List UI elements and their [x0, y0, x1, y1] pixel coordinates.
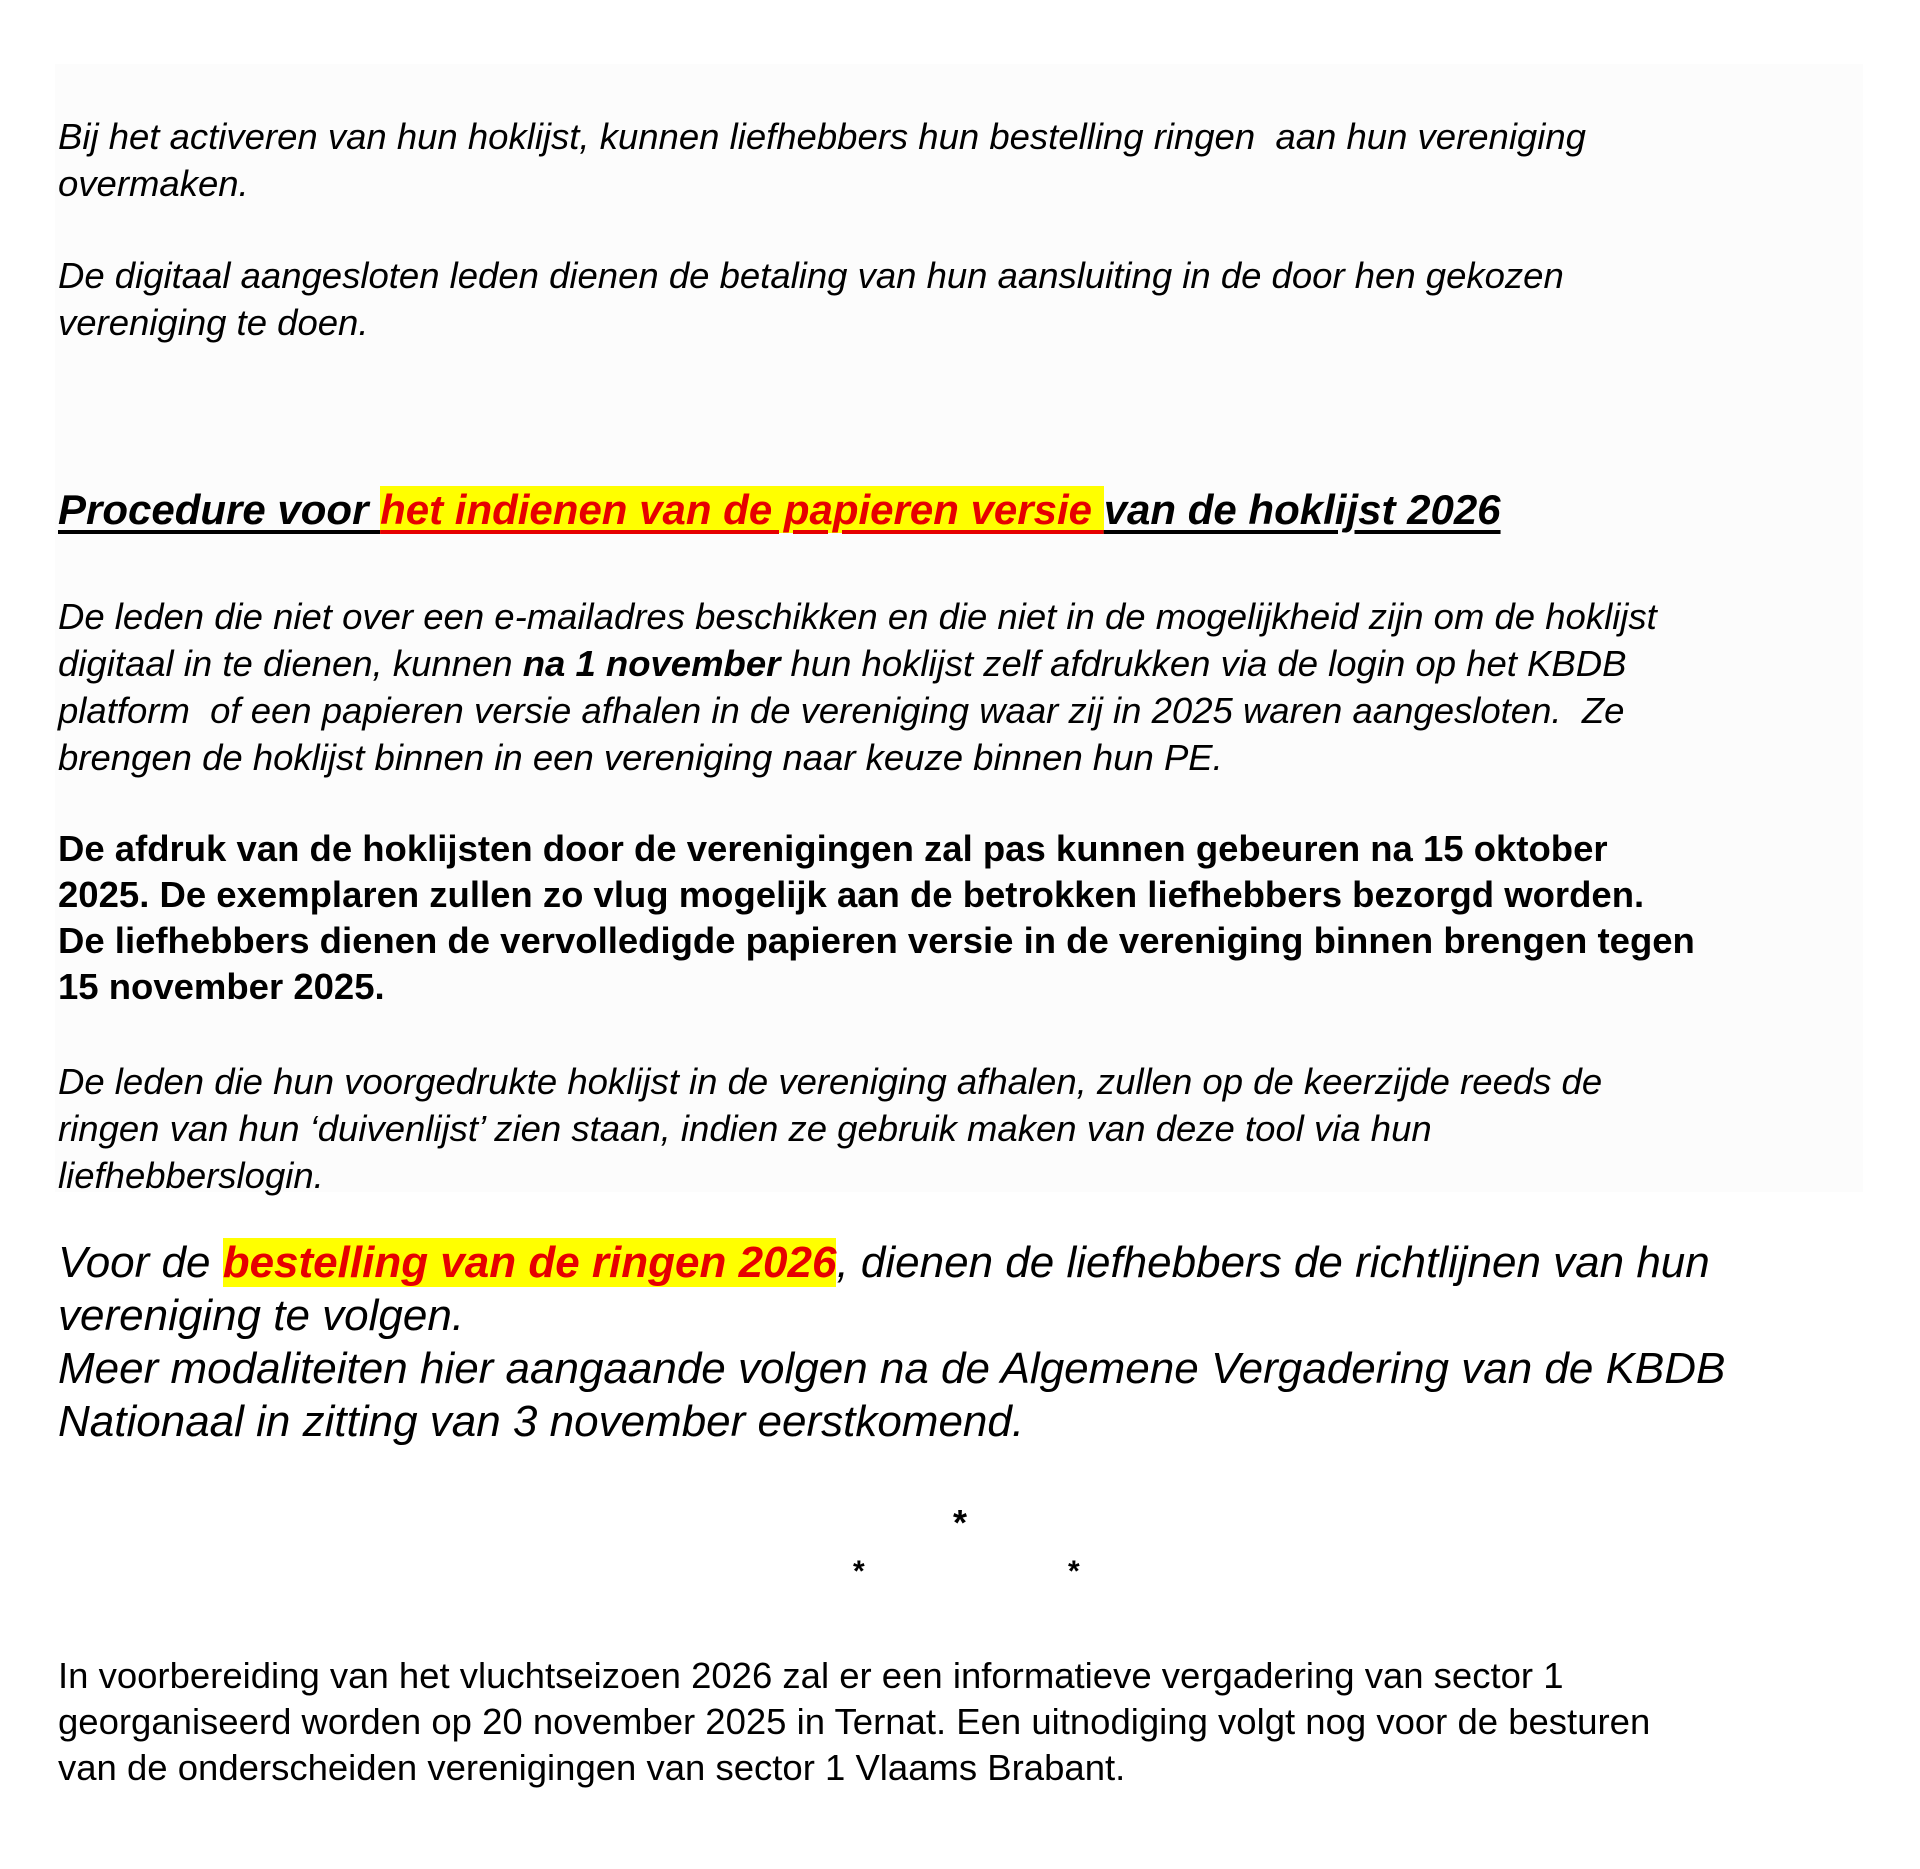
text-line: van de onderscheiden verenigingen van sector 1 Vlaams Brabant.: [58, 1747, 1126, 1788]
text-line: Nationaal in zitting van 3 november eerstkomend.: [58, 1397, 1025, 1446]
bold-date: na 1 november: [522, 643, 781, 684]
text-segment: digitaal in te dienen, kunnen: [58, 643, 523, 684]
text-line: 15 november 2025.: [58, 966, 385, 1007]
text-line: Meer modaliteiten hier aangaande volgen na de Algemene Vergadering van de KBDB: [58, 1344, 1726, 1393]
intro-paragraph-betaling: [58, 252, 1564, 346]
text-line: De afdruk van de hoklijsten door de verenigingen zal pas kunnen gebeuren na 15 oktober: [58, 828, 1608, 869]
text-line: De digitaal aangesloten leden dienen de betaling van hun aansluiting in de door hen gekozen: [58, 255, 1564, 296]
meeting-paragraph: [58, 1653, 1650, 1791]
separator-asterisk-top: *: [953, 1502, 968, 1543]
rings-order-paragraph: [58, 1236, 1725, 1448]
text-line: De liefhebbers dienen de vervolledigde papieren versie in de vereniging binnen brengen tegen: [58, 920, 1695, 961]
procedure-paragraph-voorgedrukt: [58, 1058, 1602, 1199]
text-segment: hun hoklijst zelf afdrukken via de login op het KBDB: [780, 643, 1627, 684]
intro-paragraph-ringen: [58, 113, 1586, 207]
text-line: De leden die niet over een e-mailadres beschikken en die niet in de mogelijkheid zijn om de hoklijst: [58, 596, 1657, 637]
section-heading: [58, 484, 1501, 536]
text-line: [58, 1236, 1725, 1289]
separator-asterisk-left: *: [853, 1555, 865, 1588]
procedure-paragraph-papier: [58, 593, 1657, 781]
text-line: vereniging te volgen.: [58, 1291, 465, 1340]
procedure-paragraph-afdruk: [58, 826, 1695, 1010]
separator-asterisk-right: *: [1068, 1555, 1080, 1588]
text-segment: Voor de: [58, 1238, 223, 1287]
text-line: vereniging te doen.: [58, 302, 369, 343]
text-line: In voorbereiding van het vluchtseizoen 2026 zal er een informatieve vergadering van sector 1: [58, 1655, 1564, 1696]
text-line: overmaken.: [58, 163, 249, 204]
text-line: platform of een papieren versie afhalen in de vereniging waar zij in 2025 waren aangesloten. Ze: [58, 690, 1625, 731]
heading-suffix: van de hoklijst 2026: [1103, 486, 1501, 533]
text-segment: , dienen de liefhebbers de richtlijnen van hun: [836, 1238, 1710, 1287]
highlight-ringen: bestelling van de ringen 2026: [222, 1238, 837, 1287]
text-line: De leden die hun voorgedrukte hoklijst in de vereniging afhalen, zullen op de keerzijde reeds de: [58, 1061, 1603, 1102]
text-line: ringen van hun ‘duivenlijst’ zien staan, indien ze gebruik maken van deze tool via hun: [58, 1108, 1432, 1149]
heading-prefix: Procedure voor: [58, 486, 381, 533]
heading-highlight: het indienen van de papieren versie: [380, 486, 1104, 533]
text-line: liefhebberslogin.: [58, 1155, 324, 1196]
text-line: Bij het activeren van hun hoklijst, kunnen liefhebbers hun bestelling ringen aan hun vereniging: [58, 116, 1586, 157]
text-line: brengen de hoklijst binnen in een vereniging naar keuze binnen hun PE.: [58, 737, 1223, 778]
text-line: [58, 640, 1657, 687]
text-line: georganiseerd worden op 20 november 2025 in Ternat. Een uitnodiging volgt nog voor de besturen: [58, 1701, 1651, 1742]
text-line: 2025. De exemplaren zullen zo vlug mogelijk aan de betrokken liefhebbers bezorgd worden.: [58, 874, 1645, 915]
